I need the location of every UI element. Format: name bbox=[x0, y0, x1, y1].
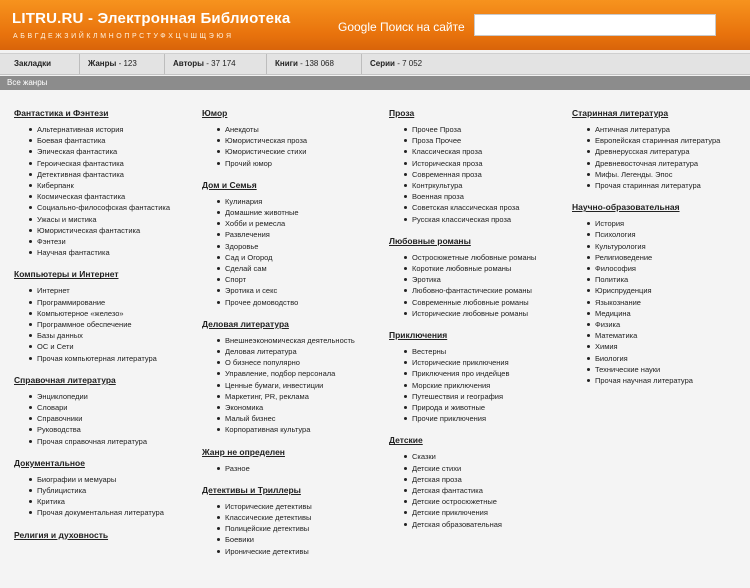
subgenre-link[interactable]: Управление, подбор персонала bbox=[225, 368, 362, 379]
subgenre-link[interactable]: Прочая компьютерная литература bbox=[37, 353, 174, 364]
site-header bbox=[0, 0, 750, 50]
genre-column-3 bbox=[389, 108, 549, 541]
subgenre-list bbox=[202, 501, 362, 557]
subgenre-link[interactable]: Кулинария bbox=[225, 196, 362, 207]
subgenre-list bbox=[389, 346, 549, 424]
genre-category bbox=[202, 180, 362, 308]
subgenre-link[interactable]: Публицистика bbox=[37, 485, 174, 496]
subgenre-link[interactable]: Исторические любовные романы bbox=[412, 308, 549, 319]
subgenre-link[interactable]: Здоровье bbox=[225, 241, 362, 252]
subgenre-link[interactable]: Боевики bbox=[225, 534, 362, 545]
authors-label: Авторы bbox=[173, 59, 205, 68]
subgenre-list bbox=[14, 474, 174, 519]
subgenre-link[interactable]: Базы данных bbox=[37, 330, 174, 341]
series-count: - 7 052 bbox=[397, 59, 423, 68]
bookmarks-link[interactable] bbox=[0, 54, 58, 74]
subgenre-link[interactable]: Компьютерное «железо» bbox=[37, 308, 174, 319]
subgenre-link[interactable]: Любовно-фантастические романы bbox=[412, 285, 549, 296]
subgenre-link[interactable]: Детективная фантастика bbox=[37, 169, 174, 180]
subgenre-link[interactable]: Прочее Проза bbox=[412, 124, 549, 135]
subgenre-link[interactable]: Юмористическая фантастика bbox=[37, 225, 174, 236]
subgenre-link[interactable]: Путешествия и география bbox=[412, 391, 549, 402]
subgenre-link[interactable]: Прочая справочная литература bbox=[37, 436, 174, 447]
books-stat[interactable] bbox=[266, 54, 356, 74]
subgenre-link[interactable]: Короткие любовные романы bbox=[412, 263, 549, 274]
subgenre-list bbox=[389, 124, 549, 225]
category-title-link[interactable]: Религия и духовность bbox=[14, 529, 109, 540]
subgenre-link[interactable]: Детские стихи bbox=[412, 463, 549, 474]
category-title-link[interactable]: Компьютеры и Интернет bbox=[14, 269, 119, 280]
subgenre-link[interactable]: Современные любовные романы bbox=[412, 297, 549, 308]
subgenre-link[interactable]: Справочники bbox=[37, 413, 174, 424]
subgenre-link[interactable]: Руководства bbox=[37, 424, 174, 435]
category-title-link[interactable]: Дом и Семья bbox=[202, 179, 257, 190]
subgenre-link[interactable]: Прочая документальная литература bbox=[37, 507, 174, 518]
category-title-link[interactable]: Старинная литература bbox=[572, 108, 669, 118]
search-input[interactable] bbox=[474, 14, 716, 36]
subgenre-link[interactable]: Деловая литература bbox=[225, 346, 362, 357]
subgenre-list bbox=[202, 196, 362, 308]
subgenre-link[interactable]: Сделай сам bbox=[225, 263, 362, 274]
genre-category bbox=[14, 530, 174, 541]
category-title-link[interactable]: Проза bbox=[389, 108, 415, 118]
category-title-link[interactable]: Справочная литература bbox=[14, 374, 116, 385]
subgenre-link[interactable]: Детская фантастика bbox=[412, 485, 549, 496]
subgenre-link[interactable]: Программное обеспечение bbox=[37, 319, 174, 330]
category-title-link[interactable]: Любовные романы bbox=[389, 235, 471, 246]
all-genres-label[interactable]: Все жанры bbox=[7, 78, 48, 87]
subgenre-link[interactable]: Культурология bbox=[595, 241, 732, 252]
subgenre-list bbox=[389, 451, 549, 529]
subgenre-link[interactable]: Прочая научная литература bbox=[595, 375, 732, 386]
subgenre-link[interactable]: Политика bbox=[595, 274, 732, 285]
subgenre-list bbox=[202, 463, 362, 474]
subgenre-link[interactable]: Вестерны bbox=[412, 346, 549, 357]
subgenre-list bbox=[14, 285, 174, 363]
subgenre-link[interactable]: Детская проза bbox=[412, 474, 549, 485]
subgenre-link[interactable]: Юриспруденция bbox=[595, 285, 732, 296]
subgenre-link[interactable]: Советская классическая проза bbox=[412, 202, 549, 213]
subgenre-link[interactable]: Ужасы и мистика bbox=[37, 214, 174, 225]
series-label: Серии bbox=[370, 59, 395, 68]
search-label: Google Поиск на сайте bbox=[338, 20, 465, 34]
subgenre-link[interactable]: Альтернативная история bbox=[37, 124, 174, 135]
subgenre-link[interactable]: Героическая фантастика bbox=[37, 158, 174, 169]
genre-category bbox=[389, 236, 549, 319]
subgenre-link[interactable]: Религиоведение bbox=[595, 252, 732, 263]
subgenre-link[interactable]: Научная фантастика bbox=[37, 247, 174, 258]
subgenre-link[interactable]: Биографии и мемуары bbox=[37, 474, 174, 485]
genre-category bbox=[202, 447, 362, 474]
genre-category bbox=[202, 108, 362, 169]
subgenre-link[interactable]: Исторические детективы bbox=[225, 501, 362, 512]
subgenre-link[interactable]: Иронические детективы bbox=[225, 546, 362, 557]
subgenre-link[interactable]: Древневосточная литература bbox=[595, 158, 732, 169]
subgenre-link[interactable]: Детская образовательная bbox=[412, 519, 549, 530]
genre-category bbox=[572, 108, 732, 191]
subgenre-link[interactable]: Киберпанк bbox=[37, 180, 174, 191]
genre-category bbox=[572, 202, 732, 386]
site-title[interactable]: LITRU.RU - Электронная Библиотека bbox=[12, 10, 291, 27]
subgenre-link[interactable]: Критика bbox=[37, 496, 174, 507]
books-label: Книги bbox=[275, 59, 298, 68]
genre-category bbox=[389, 108, 549, 225]
subgenre-link[interactable]: Боевая фантастика bbox=[37, 135, 174, 146]
subgenre-link[interactable]: Прочие приключения bbox=[412, 413, 549, 424]
genre-catalog bbox=[0, 90, 750, 588]
subgenre-link[interactable]: О бизнесе популярно bbox=[225, 357, 362, 368]
subgenre-list bbox=[202, 335, 362, 436]
subgenre-link[interactable]: Корпоративная культура bbox=[225, 424, 362, 435]
subgenre-link[interactable]: Прочее домоводство bbox=[225, 297, 362, 308]
subgenre-link[interactable]: Проза Прочее bbox=[412, 135, 549, 146]
subgenre-link[interactable]: Классические детективы bbox=[225, 512, 362, 523]
subgenre-link[interactable]: Фэнтези bbox=[37, 236, 174, 247]
subgenre-link[interactable]: Программирование bbox=[37, 297, 174, 308]
subgenre-link[interactable]: Приключения про индейцев bbox=[412, 368, 549, 379]
genre-category bbox=[14, 458, 174, 519]
category-title-link[interactable]: Фантастика и Фэнтези bbox=[14, 108, 109, 118]
subgenre-link[interactable]: Хобби и ремесла bbox=[225, 218, 362, 229]
subgenre-link[interactable]: Сказки bbox=[412, 451, 549, 462]
subgenre-link[interactable]: Энциклопедии bbox=[37, 391, 174, 402]
subgenre-link[interactable]: Космическая фантастика bbox=[37, 191, 174, 202]
subgenre-link[interactable]: ОС и Сети bbox=[37, 341, 174, 352]
genre-column-1 bbox=[14, 108, 174, 552]
genre-column-2 bbox=[202, 108, 362, 568]
subgenre-link[interactable]: Внешнеэкономическая деятельность bbox=[225, 335, 362, 346]
subgenre-link[interactable]: Детские остросюжетные bbox=[412, 496, 549, 507]
subgenre-link[interactable]: Природа и животные bbox=[412, 402, 549, 413]
subgenre-link[interactable]: Словари bbox=[37, 402, 174, 413]
genres-label: Жанры bbox=[88, 59, 117, 68]
subgenre-link[interactable]: Историческая проза bbox=[412, 158, 549, 169]
subgenre-link[interactable]: История bbox=[595, 218, 732, 229]
subgenre-list bbox=[572, 124, 732, 191]
genres-count: - 123 bbox=[118, 59, 137, 68]
genre-category bbox=[389, 435, 549, 529]
authors-stat[interactable] bbox=[164, 54, 264, 74]
subgenre-link[interactable]: Социально-философская фантастика bbox=[37, 202, 174, 213]
subgenre-link[interactable]: Маркетинг, PR, реклама bbox=[225, 391, 362, 402]
subgenre-link[interactable]: Полицейские детективы bbox=[225, 523, 362, 534]
subgenre-link[interactable]: Философия bbox=[595, 263, 732, 274]
subgenre-link[interactable]: Математика bbox=[595, 330, 732, 341]
subgenre-link[interactable]: Физика bbox=[595, 319, 732, 330]
subgenre-link[interactable]: Античная литература bbox=[595, 124, 732, 135]
subgenre-link[interactable]: Развлечения bbox=[225, 229, 362, 240]
subgenre-link[interactable]: Юмористические стихи bbox=[225, 146, 362, 157]
subgenre-link[interactable]: Интернет bbox=[37, 285, 174, 296]
genre-category bbox=[202, 319, 362, 436]
genre-column-4 bbox=[572, 108, 732, 397]
subgenre-link[interactable]: Древнерусская литература bbox=[595, 146, 732, 157]
subgenre-link[interactable]: Спорт bbox=[225, 274, 362, 285]
subgenre-link[interactable]: Эпическая фантастика bbox=[37, 146, 174, 157]
subgenre-link[interactable]: Домашние животные bbox=[225, 207, 362, 218]
subgenre-link[interactable]: Мифы. Легенды. Эпос bbox=[595, 169, 732, 180]
subgenre-link[interactable]: Прочая старинная литература bbox=[595, 180, 732, 191]
category-title-link[interactable]: Жанр не определен bbox=[202, 446, 285, 457]
genre-category bbox=[14, 108, 174, 258]
authors-count: - 37 174 bbox=[206, 59, 236, 68]
subgenre-link[interactable]: Экономика bbox=[225, 402, 362, 413]
subgenre-link[interactable]: Языкознание bbox=[595, 297, 732, 308]
series-stat[interactable] bbox=[361, 54, 451, 74]
subgenre-link[interactable]: Ценные бумаги, инвестиции bbox=[225, 380, 362, 391]
subgenre-link[interactable]: Технические науки bbox=[595, 364, 732, 375]
subgenre-list bbox=[14, 391, 174, 447]
subgenre-link[interactable]: Биология bbox=[595, 353, 732, 364]
subgenre-link[interactable]: Эротика bbox=[412, 274, 549, 285]
subgenre-link[interactable]: Морские приключения bbox=[412, 380, 549, 391]
genre-category bbox=[389, 330, 549, 424]
genres-stat[interactable] bbox=[79, 54, 169, 74]
alphabet-nav[interactable]: АБВГДЕЖЗИЙКЛМНОПРСТУФХЦЧШЩЭЮЯ bbox=[13, 33, 234, 40]
subgenre-link[interactable]: Анекдоты bbox=[225, 124, 362, 135]
stats-bar bbox=[0, 53, 750, 75]
subgenre-link[interactable]: Малый бизнес bbox=[225, 413, 362, 424]
subgenre-list bbox=[389, 252, 549, 319]
category-title-link[interactable]: Документальное bbox=[14, 457, 85, 468]
subgenre-link[interactable]: Современная проза bbox=[412, 169, 549, 180]
subgenre-list bbox=[14, 124, 174, 258]
subgenre-link[interactable]: Детские приключения bbox=[412, 507, 549, 518]
subgenre-list bbox=[572, 218, 732, 386]
subgenre-link[interactable]: Разное bbox=[225, 463, 362, 474]
genre-category bbox=[14, 375, 174, 447]
breadcrumb-bar bbox=[0, 76, 750, 90]
subgenre-link[interactable]: Медицина bbox=[595, 308, 732, 319]
subgenre-link[interactable]: Химия bbox=[595, 341, 732, 352]
books-count: - 138 068 bbox=[300, 59, 334, 68]
genre-category bbox=[202, 485, 362, 557]
category-title-link[interactable]: Приключения bbox=[389, 330, 448, 341]
genre-category bbox=[14, 269, 174, 363]
subgenre-link[interactable]: Психология bbox=[595, 229, 732, 240]
category-title-link[interactable]: Детективы и Триллеры bbox=[202, 484, 301, 495]
subgenre-link[interactable]: Сад и Огород bbox=[225, 252, 362, 263]
category-title-link[interactable]: Деловая литература bbox=[202, 318, 289, 329]
category-title-link[interactable]: Юмор bbox=[202, 108, 228, 118]
subgenre-link[interactable]: Эротика и секс bbox=[225, 285, 362, 296]
category-title-link[interactable]: Детские bbox=[389, 435, 423, 446]
subgenre-link[interactable]: Европейская старинная литература bbox=[595, 135, 732, 146]
subgenre-link[interactable]: Русская классическая проза bbox=[412, 214, 549, 225]
subgenre-link[interactable]: Исторические приключения bbox=[412, 357, 549, 368]
subgenre-link[interactable]: Прочий юмор bbox=[225, 158, 362, 169]
subgenre-link[interactable]: Остросюжетные любовные романы bbox=[412, 252, 549, 263]
subgenre-link[interactable]: Юмористическая проза bbox=[225, 135, 362, 146]
subgenre-list bbox=[202, 124, 362, 169]
subgenre-link[interactable]: Военная проза bbox=[412, 191, 549, 202]
bookmarks-label: Закладки bbox=[14, 59, 52, 68]
subgenre-link[interactable]: Классическая проза bbox=[412, 146, 549, 157]
category-title-link[interactable]: Научно-образовательная bbox=[572, 202, 680, 213]
subgenre-link[interactable]: Контркультура bbox=[412, 180, 549, 191]
